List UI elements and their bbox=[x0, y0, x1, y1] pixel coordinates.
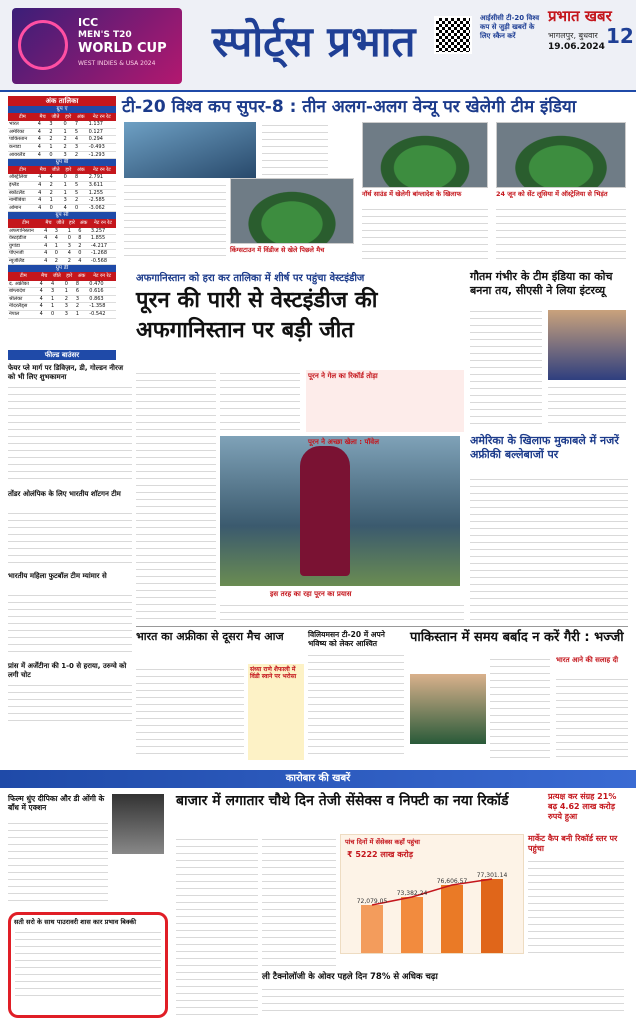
points-group-table bbox=[8, 166, 116, 213]
table-cell: 2 bbox=[74, 197, 88, 205]
table-cell: 0 bbox=[64, 281, 75, 288]
table-cell: 1.255 bbox=[88, 189, 116, 197]
points-column-header: जीते bbox=[49, 166, 63, 175]
venue-caption-2: नॉर्थ साउंड में खेलेगी बांग्लादेश के खिलाफ bbox=[362, 190, 462, 198]
points-group-table bbox=[8, 272, 116, 319]
t20-logo-mark bbox=[18, 20, 68, 70]
lead-photo-caption: इस तरह का रहा पूरन का प्रयास bbox=[270, 590, 352, 598]
table-cell: 3 bbox=[64, 303, 75, 311]
points-group-title: ग्रुप डी bbox=[8, 265, 116, 272]
table-cell: 4 bbox=[39, 281, 50, 288]
table-cell: 2 bbox=[77, 242, 90, 250]
main-photo-team bbox=[124, 122, 256, 178]
brief-2-head: तोंडर ओलंपिक के लिए भारतीय शॉटगन टीम bbox=[8, 490, 121, 498]
table-cell: 4 bbox=[43, 242, 54, 250]
usa-headline: अमेरिका के खिलाफ मुकाबले में नजरें अफ्रीकी बल्लेबाजों पर bbox=[470, 434, 619, 461]
table-cell: नीदरलैंड्स bbox=[8, 303, 39, 311]
points-group-table bbox=[8, 219, 116, 266]
table-cell: 0.294 bbox=[88, 136, 116, 144]
table-cell: 4 bbox=[49, 174, 63, 181]
table-row bbox=[8, 121, 116, 128]
points-group-title: ग्रुप सी bbox=[8, 212, 116, 219]
table-cell: 4 bbox=[74, 136, 88, 144]
points-column-header: नेट रन रेट bbox=[88, 272, 116, 281]
table-row bbox=[8, 174, 116, 181]
table-cell: 1 bbox=[49, 197, 63, 205]
brief-3-head: भारतीय महिला फुटबॉल टीम म्यांमार से bbox=[8, 572, 107, 580]
paper-name: प्रभात खबर bbox=[548, 7, 612, 25]
table-cell: 4 bbox=[37, 136, 49, 144]
table-cell: 3 bbox=[75, 295, 88, 303]
lead-kicker: अफगानिस्तान को हरा कर तालिका में शीर्ष पर पहुंचा वेस्टइंडीज bbox=[136, 273, 365, 284]
box-powell bbox=[306, 436, 464, 476]
table-cell: 1 bbox=[50, 295, 64, 303]
lead-headline: पूरन की पारी से वेस्टइंडीज की अफगानिस्तान पर बड़ी जीत bbox=[136, 288, 378, 343]
table-cell: युगांडा bbox=[8, 242, 43, 250]
table-cell: 0 bbox=[48, 151, 62, 159]
bottom-1-text bbox=[136, 666, 244, 760]
table-cell: द. अफ्रीका bbox=[8, 281, 39, 288]
venue-text-1 bbox=[124, 182, 226, 262]
chart-label-3: 77,301.14 bbox=[476, 872, 508, 879]
table-row bbox=[8, 250, 116, 258]
chart-label-2: 76,606.57 bbox=[436, 878, 468, 885]
table-cell: 4 bbox=[43, 257, 54, 265]
points-column-header: हारे bbox=[64, 272, 75, 281]
table-cell: 2 bbox=[62, 143, 73, 151]
table-cell: 3 bbox=[50, 288, 64, 296]
table-cell: 4 bbox=[54, 235, 67, 243]
table-cell: 1 bbox=[48, 143, 62, 151]
table-cell: -4.217 bbox=[90, 242, 116, 250]
table-cell: वेस्टइंडीज bbox=[8, 235, 43, 243]
table-cell: नेपाल bbox=[8, 311, 39, 319]
table-cell: -0.542 bbox=[88, 311, 116, 319]
table-cell: 4 bbox=[43, 235, 54, 243]
table-cell: 1 bbox=[67, 228, 77, 235]
table-row bbox=[8, 151, 116, 159]
table-cell: 1 bbox=[63, 189, 74, 197]
bottom-box-head: संध्या राणे शैफाली में विंडी स्वाने पर भरोसा bbox=[250, 666, 297, 680]
table-cell: 4 bbox=[77, 257, 90, 265]
table-cell: पाकिस्तान bbox=[8, 136, 37, 144]
business-band bbox=[0, 770, 636, 788]
venue-text-3 bbox=[496, 206, 626, 262]
points-column-header: टीम bbox=[8, 219, 43, 228]
table-cell: 4 bbox=[37, 128, 49, 136]
table-cell: 0 bbox=[67, 235, 77, 243]
table-cell: 3 bbox=[74, 143, 88, 151]
tax-headline: प्रत्यक्ष कर संग्रह 21% बढ़ 4.62 लाख करोड़ रुपये हुआ bbox=[548, 792, 617, 821]
main-headline: टी-20 विश्व कप सुपर-8 : तीन अलग-अलग वेन्यू पर खेलेगी टीम इंडिया bbox=[122, 97, 577, 117]
venue-caption-3: 24 जून को सेंट लूसिया में ऑस्ट्रेलिया से भिड़ंत bbox=[496, 190, 608, 198]
gary-photo bbox=[410, 674, 486, 744]
points-group-title: ग्रुप बी bbox=[8, 159, 116, 166]
table-cell: 2 bbox=[75, 303, 88, 311]
points-column-header: मैच bbox=[37, 166, 49, 175]
table-cell: 4 bbox=[37, 204, 49, 212]
masthead bbox=[0, 0, 636, 92]
table-cell: 5 bbox=[74, 128, 88, 136]
table-cell: 2 bbox=[67, 257, 77, 265]
table-cell: 4 bbox=[39, 295, 50, 303]
table-cell: ओमान bbox=[8, 204, 37, 212]
divider-1 bbox=[136, 626, 628, 627]
venue-photo-1 bbox=[230, 178, 354, 244]
table-cell: 8 bbox=[75, 281, 88, 288]
table-cell: अफगानिस्तान bbox=[8, 228, 43, 235]
table-row bbox=[8, 197, 116, 205]
qr-code-icon bbox=[434, 16, 472, 54]
business-headline: बाजार में लगातार चौथे दिन तेजी सेंसेक्स व निफ्टी का नया रिकॉर्ड bbox=[176, 793, 509, 809]
table-row bbox=[8, 281, 116, 288]
table-row bbox=[8, 143, 116, 151]
points-column-header: अंक bbox=[74, 166, 88, 175]
points-group-table bbox=[8, 113, 116, 160]
bottom-2-text bbox=[308, 652, 404, 760]
table-cell: 1 bbox=[64, 288, 75, 296]
table-cell: 0 bbox=[63, 174, 74, 181]
date-line: 19.06.2024 bbox=[548, 42, 605, 52]
brief-2-text bbox=[8, 510, 132, 566]
points-column-header: टीम bbox=[8, 113, 37, 122]
table-row bbox=[8, 235, 116, 243]
table-cell: 0 bbox=[77, 250, 90, 258]
table-cell: 4 bbox=[37, 189, 49, 197]
points-column-header: हारे bbox=[67, 219, 77, 228]
business-text-2 bbox=[262, 836, 336, 966]
table-cell: 0.470 bbox=[88, 281, 116, 288]
table-cell: -1.268 bbox=[90, 250, 116, 258]
table-cell: 1 bbox=[54, 242, 67, 250]
table-cell: 0 bbox=[50, 311, 64, 319]
page-number: 12 bbox=[606, 24, 634, 48]
box-gayle-head: पूरन ने गेल का रिकॉर्ड तोड़ा bbox=[308, 372, 378, 380]
table-row bbox=[8, 128, 116, 136]
table-cell: 1 bbox=[63, 181, 74, 189]
points-table bbox=[8, 96, 116, 346]
table-cell: 1 bbox=[75, 311, 88, 319]
table-cell: -2.585 bbox=[88, 197, 116, 205]
table-cell: 3 bbox=[63, 197, 74, 205]
business-band-title: कारोबार की खबरें bbox=[285, 773, 351, 784]
table-cell: 2.791 bbox=[88, 174, 116, 181]
points-group-title: ग्रुप ए bbox=[8, 106, 116, 113]
infographic-title: पांच दिनों में सेंसेक्स कहाँ पहुंचा bbox=[345, 838, 420, 846]
promo-text: आईसीसी टी-20 विश्व कप से जुड़ी खबरों के लिए स्कैन करें bbox=[480, 14, 540, 40]
points-column-header: मैच bbox=[39, 272, 50, 281]
table-cell: 2 bbox=[62, 136, 73, 144]
usa-text bbox=[470, 476, 628, 624]
points-column-header: नेट रन रेट bbox=[88, 166, 116, 175]
bottom-2-headline: विलियमसन टी-20 में अपने भविष्य को लेकर आश्वित bbox=[308, 630, 385, 648]
chart-label-1: 73,382.24 bbox=[396, 890, 428, 897]
lead-bottom-text bbox=[220, 602, 464, 624]
table-cell: 0.863 bbox=[88, 295, 116, 303]
table-cell: 4 bbox=[67, 250, 77, 258]
points-column-header: जीते bbox=[50, 272, 64, 281]
business-left-box-text bbox=[15, 929, 161, 999]
it-headline: ली टैक्नोलॉजी के ओवर पहले दिन 78% से अधिक चढ़ा bbox=[262, 972, 438, 982]
market-cap-text bbox=[528, 858, 624, 954]
table-cell: 8 bbox=[74, 174, 88, 181]
gambhir-headline: गौतम गंभीर के टीम इंडिया का कोच बनना तय, सीएसी ने लिया इंटरव्यू bbox=[470, 270, 613, 297]
table-row bbox=[8, 242, 116, 250]
table-cell: 2 bbox=[74, 151, 88, 159]
table-cell: अमेरिका bbox=[8, 128, 37, 136]
table-cell: -1.358 bbox=[88, 303, 116, 311]
table-cell: 1.855 bbox=[90, 235, 116, 243]
table-cell: -0.493 bbox=[88, 143, 116, 151]
brief-3-text bbox=[8, 592, 132, 656]
table-cell: नामीबिया bbox=[8, 197, 37, 205]
bottom-box bbox=[248, 664, 304, 760]
business-text-1 bbox=[176, 836, 258, 1016]
table-row bbox=[8, 204, 116, 212]
table-cell: 3 bbox=[54, 228, 67, 235]
points-column-header: नेट रन रेट bbox=[90, 219, 116, 228]
table-cell: 1.137 bbox=[88, 121, 116, 128]
business-left-photo bbox=[112, 794, 164, 854]
table-cell: 8 bbox=[77, 235, 90, 243]
table-cell: 6 bbox=[77, 228, 90, 235]
table-cell: 4 bbox=[50, 281, 64, 288]
brief-1-text bbox=[8, 384, 132, 484]
table-cell: 4 bbox=[39, 288, 50, 296]
bottom-4-headline: भारत आने की सलाह दी bbox=[556, 656, 619, 664]
points-table-groups bbox=[8, 106, 116, 319]
sensex-infographic bbox=[340, 834, 524, 954]
points-column-header: जीते bbox=[54, 219, 67, 228]
table-cell: -1.293 bbox=[88, 151, 116, 159]
table-row bbox=[8, 228, 116, 235]
table-cell: 4 bbox=[37, 143, 49, 151]
table-cell: 4 bbox=[43, 250, 54, 258]
table-cell: 3.611 bbox=[88, 181, 116, 189]
table-cell: श्रीलंका bbox=[8, 295, 39, 303]
points-column-header: हारे bbox=[62, 113, 73, 122]
points-column-header: टीम bbox=[8, 166, 37, 175]
table-cell: भारत bbox=[8, 121, 37, 128]
table-cell: 7 bbox=[74, 121, 88, 128]
table-cell: 6 bbox=[75, 288, 88, 296]
worldcup-line1: ICC bbox=[78, 16, 99, 29]
points-column-header: अंक bbox=[75, 272, 88, 281]
main-intro-text bbox=[262, 122, 328, 178]
brief-1-head: फेयर प्ले मार्ग पर डिविज़न, डी, गोल्डन नीरज को भी लिए शुभकामना bbox=[8, 364, 124, 381]
it-text bbox=[262, 986, 624, 1016]
table-cell: 4 bbox=[37, 181, 49, 189]
table-cell: 3 bbox=[67, 242, 77, 250]
bottom-4-text bbox=[556, 676, 628, 760]
table-cell: इंग्लैंड bbox=[8, 181, 37, 189]
table-row bbox=[8, 181, 116, 189]
table-cell: 4 bbox=[63, 204, 74, 212]
venue-caption-1: किंग्सटाउन में विंडीज से खेले पिछले मैच bbox=[230, 246, 325, 254]
points-column-header: हारे bbox=[63, 166, 74, 175]
points-column-header: अंक bbox=[77, 219, 90, 228]
table-cell: 3 bbox=[48, 121, 62, 128]
lead-text-col2 bbox=[220, 370, 300, 430]
table-cell: 2 bbox=[48, 136, 62, 144]
gambhir-text bbox=[470, 308, 542, 428]
business-left-text bbox=[8, 820, 108, 906]
city-line: भागलपुर, बुधवार bbox=[548, 31, 598, 40]
worldcup-logo bbox=[12, 8, 182, 84]
table-cell: 2 bbox=[64, 295, 75, 303]
venue-photo-3 bbox=[496, 122, 626, 188]
table-cell: 0 bbox=[54, 250, 67, 258]
table-cell: 4 bbox=[39, 303, 50, 311]
table-cell: स्कॉटलैंड bbox=[8, 189, 37, 197]
table-cell: 4 bbox=[43, 228, 54, 235]
sensex-chart bbox=[341, 859, 525, 955]
worldcup-line3: WORLD CUP bbox=[78, 41, 167, 56]
table-cell: बांग्लादेश bbox=[8, 288, 39, 296]
points-column-header: टीम bbox=[8, 272, 39, 281]
table-cell: 2 bbox=[48, 128, 62, 136]
table-cell: आयरलैंड bbox=[8, 151, 37, 159]
bottom-3-headline: पाकिस्तान में समय बर्बाद न करें गैरी : भज्जी bbox=[410, 630, 624, 645]
field-bouncer-label: फील्ड बाउंसर bbox=[8, 350, 116, 360]
table-cell: 0.127 bbox=[88, 128, 116, 136]
worldcup-line2: MEN'S T20 bbox=[78, 30, 132, 40]
table-row bbox=[8, 311, 116, 319]
lead-text-col1 bbox=[136, 370, 216, 620]
brief-4-head: प्रांस में अर्जेंटीना की 1-0 से हराया, उरुग्वे को लगी चोट bbox=[8, 662, 127, 679]
table-row bbox=[8, 303, 116, 311]
chart-label-0: 72,079.05 bbox=[356, 898, 388, 905]
infographic-highlight: ₹ 5222 लाख करोड़ bbox=[347, 850, 413, 859]
bottom-1-headline: भारत का अफ्रीका से दूसरा मैच आज bbox=[136, 630, 284, 643]
business-left-box-head: सती सरो के साथ पाउरावरी शास कार प्रभाव बिक्की bbox=[14, 918, 137, 926]
gambhir-text-2 bbox=[548, 384, 626, 428]
table-cell: -3.062 bbox=[88, 204, 116, 212]
box-gayle-record bbox=[306, 370, 464, 432]
table-cell: 0 bbox=[74, 204, 88, 212]
points-column-header: अंक bbox=[74, 113, 88, 122]
table-cell: 4 bbox=[37, 174, 49, 181]
table-cell: 4 bbox=[37, 151, 49, 159]
box-powell-head: पूरन ने अच्छा खेला : पॉवेल bbox=[308, 438, 379, 446]
bottom-3-text bbox=[490, 656, 550, 760]
table-cell: 2 bbox=[49, 189, 63, 197]
business-left-box bbox=[8, 912, 168, 1018]
points-column-header: नेट रन रेट bbox=[88, 113, 116, 122]
table-cell: 2 bbox=[49, 181, 63, 189]
table-cell: 5 bbox=[74, 181, 88, 189]
table-cell: पीएनजी bbox=[8, 250, 43, 258]
table-row bbox=[8, 288, 116, 296]
table-cell: -0.568 bbox=[90, 257, 116, 265]
section-title: स्पोर्ट्स प्रभात bbox=[212, 17, 416, 66]
venue-text-2 bbox=[362, 206, 488, 262]
table-cell: ऑस्ट्रेलिया bbox=[8, 174, 37, 181]
table-cell: 0 bbox=[49, 204, 63, 212]
table-cell: 1 bbox=[50, 303, 64, 311]
table-cell: 3 bbox=[64, 311, 75, 319]
table-row bbox=[8, 295, 116, 303]
table-cell: कनाडा bbox=[8, 143, 37, 151]
brief-4-text bbox=[8, 682, 132, 722]
table-cell: 4 bbox=[37, 197, 49, 205]
points-column-header: मैच bbox=[43, 219, 54, 228]
table-row bbox=[8, 189, 116, 197]
points-column-header: मैच bbox=[37, 113, 49, 122]
table-cell: 3 bbox=[62, 151, 73, 159]
table-cell: 4 bbox=[37, 121, 49, 128]
market-cap-head: मार्केट कैप बनी रिकॉर्ड स्तर पर पहुंचा bbox=[528, 834, 618, 853]
table-cell: 1 bbox=[62, 128, 73, 136]
business-left-head: फिल्म धुंए दीपिका और डी ओंगी के बाँध में एक्शन bbox=[8, 794, 105, 812]
table-cell: न्यूजीलैंड bbox=[8, 257, 43, 265]
table-cell: 2 bbox=[54, 257, 67, 265]
table-cell: 0 bbox=[62, 121, 73, 128]
table-row bbox=[8, 136, 116, 144]
points-table-title: अंक तालिका bbox=[8, 96, 116, 106]
table-cell: 4 bbox=[39, 311, 50, 319]
gambhir-photo bbox=[548, 310, 626, 380]
table-cell: 3.257 bbox=[90, 228, 116, 235]
table-row bbox=[8, 257, 116, 265]
points-column-header: जीते bbox=[48, 113, 62, 122]
table-cell: 0.616 bbox=[88, 288, 116, 296]
table-cell: 5 bbox=[74, 189, 88, 197]
venue-photo-2 bbox=[362, 122, 488, 188]
worldcup-line4: WEST INDIES & USA 2024 bbox=[78, 60, 156, 67]
